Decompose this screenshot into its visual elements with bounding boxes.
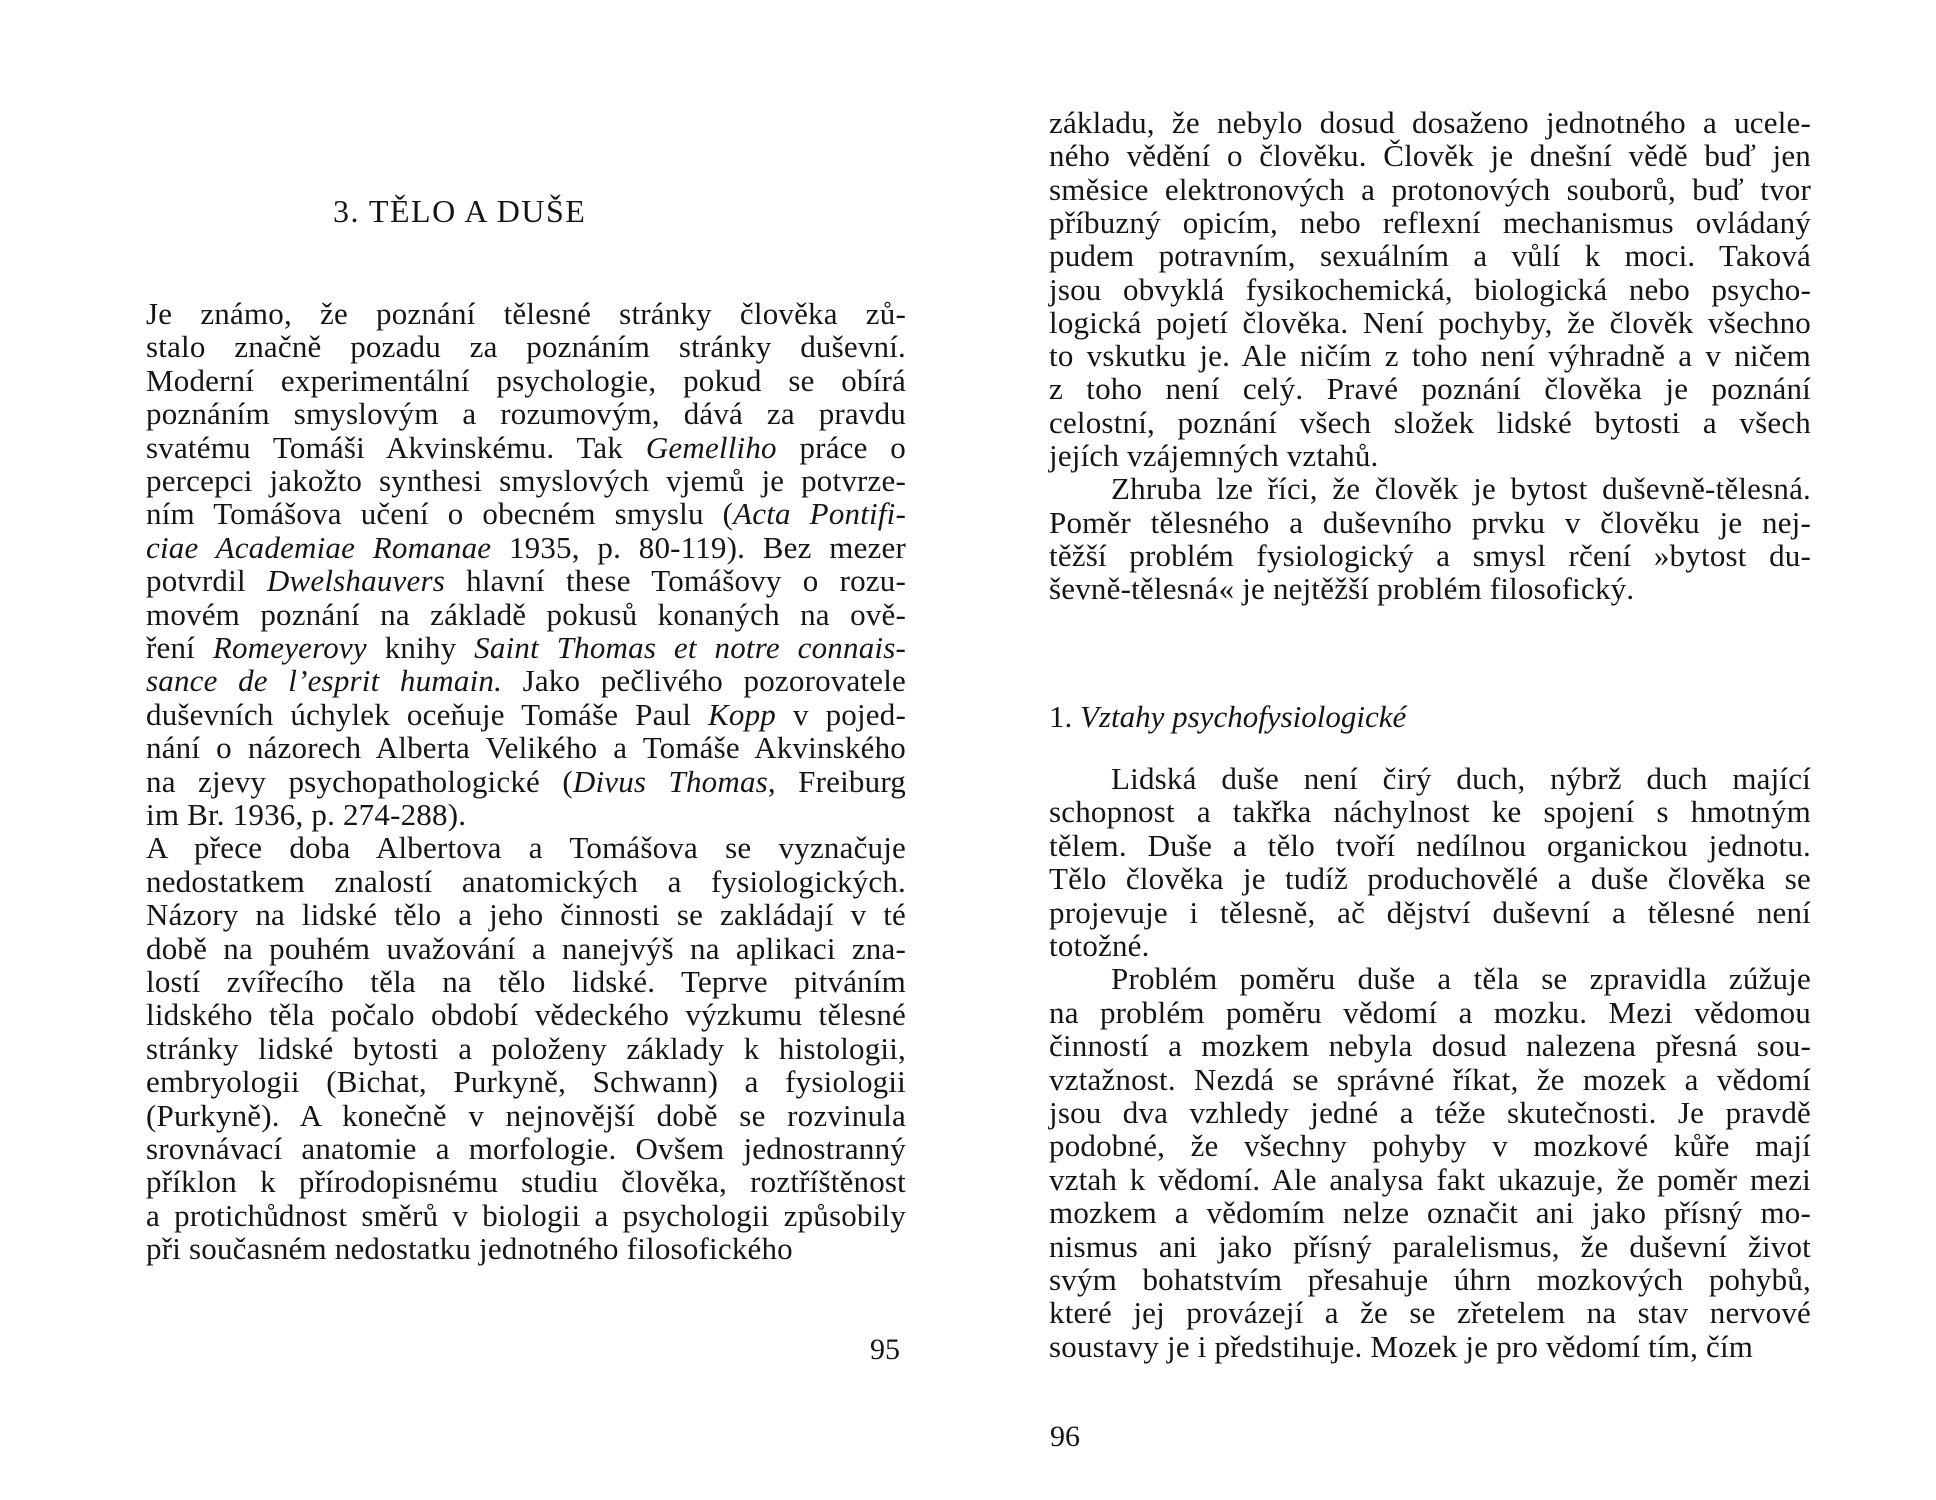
text-line: Tělo člověka je tudíž produchovělé a duše člověka se bbox=[1049, 861, 1811, 897]
text-line: Je známo, že poznání tělesné stránky člověka zů- bbox=[146, 296, 906, 331]
text-line: (Purkyně). A konečně v nejnovější době se rozvinula bbox=[146, 1097, 906, 1133]
text-line: na zjevy psychopathologické (Divus Thomas, Freiburg bbox=[146, 763, 906, 799]
text-line: schopnost a takřka náchylnost ke spojení s hmotným bbox=[1049, 794, 1811, 830]
text-line: pudem potravním, sexuálním a vůlí k moci. Taková bbox=[1049, 238, 1811, 274]
right-page bbox=[968, 0, 1936, 1500]
text-line: vztažnost. Nezdá se správné říkat, že mozek a vědomí bbox=[1049, 1061, 1811, 1097]
text-line: duševních úchylek oceňuje Tomáše Paul Kopp v pojed- bbox=[146, 696, 906, 732]
text-line: poznáním smyslovým a rozumovým, dává za pravdu bbox=[146, 396, 906, 432]
page-number-left: 95 bbox=[870, 1333, 900, 1366]
text-line: nání o názorech Alberta Velikého a Tomáše Akvinského bbox=[146, 730, 906, 766]
section-heading bbox=[1049, 700, 1406, 734]
text-line: jsou obvyklá fysikochemická, biologická nebo psycho- bbox=[1049, 271, 1811, 307]
text-line: srovnávací anatomie a morfologie. Ovšem jednostranný bbox=[146, 1131, 906, 1166]
text-line: soustavy je i předstihuje. Mozek je pro vědomí tím, čím bbox=[1049, 1328, 1754, 1364]
text-line: ciae Academiae Romanae 1935, p. 80-119). Bez mezer bbox=[146, 529, 906, 565]
chapter-title: 3. TĚLO A DUŠE bbox=[333, 193, 587, 229]
text-line: Problém poměru duše a těla se zpravidla zúžuje bbox=[1111, 961, 1811, 997]
text-line: percepci jakožto synthesi smyslových vjemů je potvrze- bbox=[146, 463, 906, 498]
text-line: základu, že nebylo dosud dosaženo jednotného a ucele- bbox=[1049, 105, 1811, 140]
text-line: Moderní experimentální psychologie, pokud se obírá bbox=[146, 362, 906, 398]
text-line: celostní, poznání všech složek lidské bytosti a všech bbox=[1049, 404, 1811, 440]
text-line: směsice elektronových a protonových souborů, buď tvor bbox=[1049, 171, 1811, 207]
text-line: jsou dva vzhledy jedné a téže skutečnosti. Je pravdě bbox=[1049, 1095, 1811, 1130]
text-line: nedostatkem znalostí anatomických a fysiologických. bbox=[146, 863, 906, 899]
text-line: lostí zvířecího těla na tělo lidské. Teprve pitváním bbox=[146, 964, 906, 999]
text-line: lidského těla počalo období vědeckého výzkumu tělesné bbox=[146, 997, 906, 1033]
text-line: logická pojetí člověka. Není pochyby, že člověk všechno bbox=[1049, 304, 1811, 340]
text-line: projevuje i tělesně, ač dějství duševní a tělesné není bbox=[1049, 894, 1811, 930]
text-line: těžší problém fysiologický a smysl rčení »bytost du- bbox=[1049, 537, 1811, 573]
text-line: jejích vzájemných vztahů. bbox=[1049, 438, 1379, 473]
text-line: nismus ani jako přísný paralelismus, že duševní život bbox=[1049, 1228, 1811, 1264]
text-line: podobné, že všechny pohyby v mozkové kůře mají bbox=[1049, 1128, 1811, 1164]
text-line: stalo značně pozadu za poznáním stránky duševní. bbox=[146, 329, 906, 365]
text-line: im Br. 1936, p. 274-288). bbox=[146, 797, 467, 832]
text-line: činností a mozkem nebyla dosud nalezena přesná sou- bbox=[1049, 1028, 1811, 1064]
text-line: které jej provázejí a že se zřetelem na stav nervové bbox=[1049, 1295, 1811, 1331]
text-line: A přece doba Albertova a Tomášova se vyznačuje bbox=[146, 830, 906, 866]
text-line: tělem. Duše a tělo tvoří nedílnou organickou jednotu. bbox=[1049, 827, 1811, 863]
text-line: embryologii (Bichat, Purkyně, Schwann) a fysiologii bbox=[146, 1064, 906, 1100]
text-line: na problém poměru vědomí a mozku. Mezi vědomou bbox=[1049, 994, 1811, 1030]
text-line: Názory na lidské tělo a jeho činnosti se zakládají v té bbox=[146, 897, 906, 933]
text-line: ním Tomášova učení o obecném smyslu (Acta Pontifi- bbox=[146, 496, 906, 532]
page-number-right: 96 bbox=[1050, 1420, 1080, 1453]
text-line: ného vědění o člověku. Člověk je dnešní vědě buď jen bbox=[1049, 138, 1811, 174]
text-line: svatému Tomáši Akvinskému. Tak Gemelliho práce o bbox=[146, 429, 906, 465]
text-line: svým bohatstvím přesahuje úhrn mozkových pohybů, bbox=[1049, 1262, 1811, 1297]
text-line: totožné. bbox=[1049, 928, 1150, 963]
text-line: stránky lidské bytosti a položeny základy k histologii, bbox=[146, 1030, 906, 1066]
text-line: movém poznání na základě pokusů konaných na ově- bbox=[146, 596, 906, 632]
text-line: době na pouhém uvažování a nanejvýš na aplikaci zna- bbox=[146, 930, 906, 966]
text-line: potvrdil Dwelshauvers hlavní these Tomášovy o rozu- bbox=[146, 563, 906, 599]
text-line: sance de l’esprit humain. Jako pečlivého pozorovatele bbox=[146, 663, 906, 699]
text-line: z toho není celý. Pravé poznání člověka je poznání bbox=[1049, 371, 1811, 407]
text-line: mozkem a vědomím nelze označit ani jako přísný mo- bbox=[1049, 1195, 1811, 1231]
text-line: při současném nedostatku jednotného filosofického bbox=[146, 1231, 793, 1267]
text-line: Poměr tělesného a duševního prvku v člověku je nej- bbox=[1049, 504, 1811, 540]
text-line: Lidská duše není čirý duch, nýbrž duch mající bbox=[1111, 761, 1811, 796]
text-line: příklon k přírodopisnému studiu člověka, roztříštěnost bbox=[146, 1164, 906, 1200]
section-number: 1. bbox=[1049, 699, 1073, 734]
text-line: to vskutku je. Ale ničím z toho není výhradně a v ničem bbox=[1049, 338, 1811, 374]
text-line: a protichůdnost směrů v biologii a psychologii způsobily bbox=[146, 1197, 906, 1233]
text-line: ření Romeyerovy knihy Saint Thomas et notre connais- bbox=[146, 630, 906, 665]
text-line: ševně-tělesná« je nejtěžší problém filosofický. bbox=[1049, 571, 1635, 607]
text-line: příbuzný opicím, nebo reflexní mechanismus ovládaný bbox=[1049, 204, 1811, 240]
section-title: Vztahy psychofysiologické bbox=[1080, 699, 1407, 734]
text-line: vztah k vědomí. Ale analysa fakt ukazuje, že poměr mezi bbox=[1049, 1161, 1811, 1197]
text-line: Zhruba lze říci, že člověk je bytost duševně-tělesná. bbox=[1111, 471, 1811, 507]
